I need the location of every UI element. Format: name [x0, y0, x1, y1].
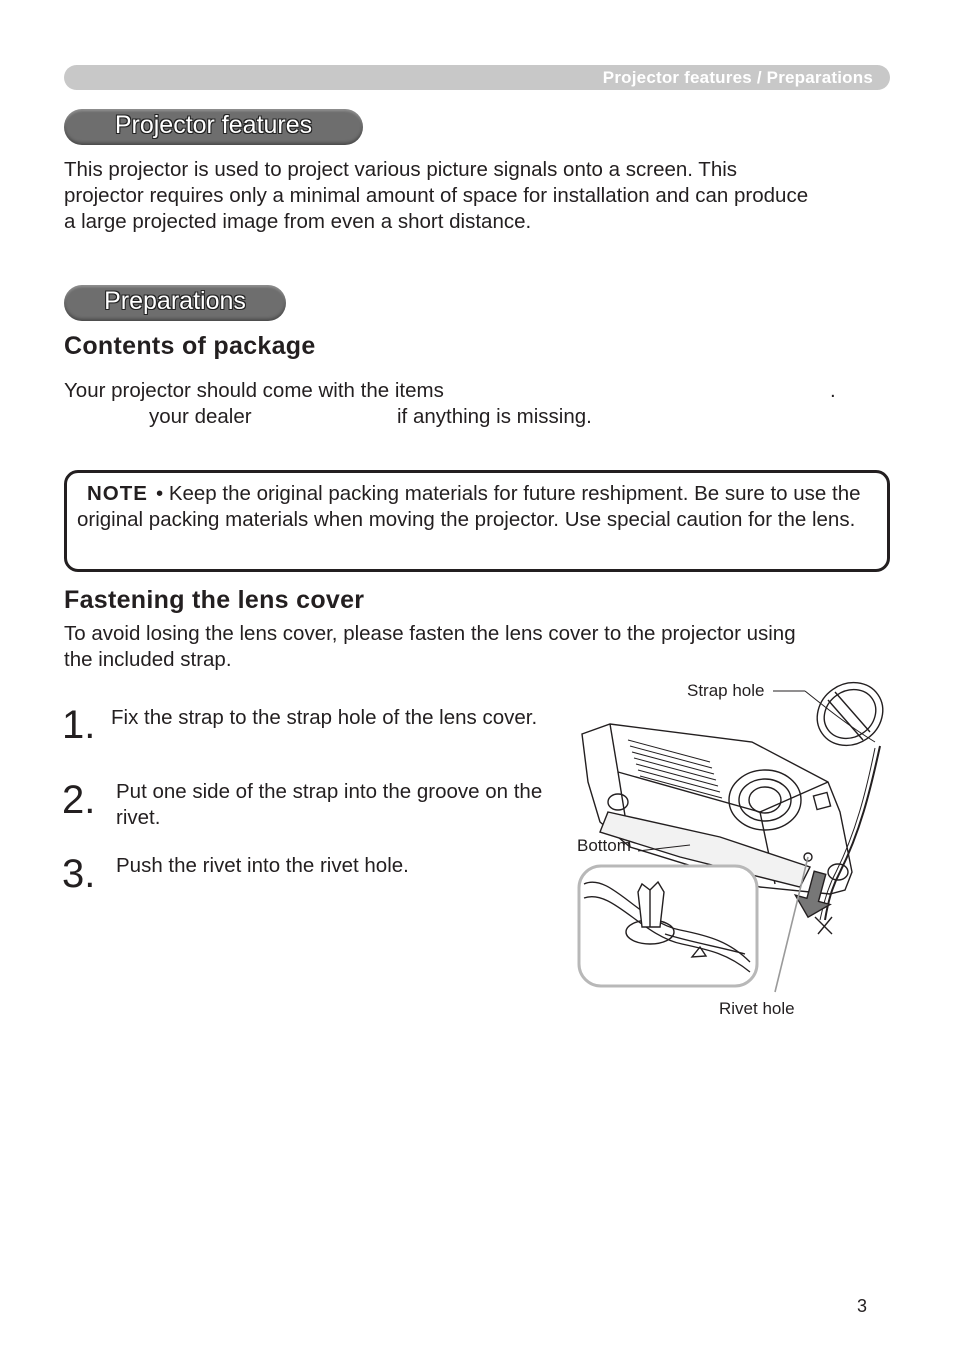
section-title-text: Projector features: [114, 111, 313, 139]
lens-cover-intro-line: To avoid losing the lens cover, please fasten the lens cover to the projector using: [64, 622, 796, 645]
contents-line2-a: your dealer: [149, 405, 252, 428]
note-text: [77, 481, 877, 533]
note-label: NOTE: [87, 482, 148, 505]
bottom-label: Bottom: [577, 836, 631, 855]
features-paragraph: [64, 157, 808, 235]
section-title-projector-features: [64, 109, 363, 145]
lens-cover-intro-line: the included strap.: [64, 648, 232, 671]
step-text: Fix the strap to the strap hole of the lens cover.: [111, 706, 538, 729]
step-number: 3.: [62, 852, 96, 896]
lens-cover-heading: Fastening the lens cover: [64, 586, 365, 614]
step-text: Put one side of the strap into the groove on the rivet.: [116, 780, 543, 829]
contents-line1-end: .: [830, 379, 836, 402]
features-line: projector requires only a minimal amount of space for installation and can produce: [64, 184, 809, 207]
note-body: • Keep the original packing materials for future reshipment. Be sure to use the original packing materials when moving the projector. Use special caution for the lens.: [77, 482, 861, 531]
header-bar: [64, 65, 890, 90]
contents-paragraph: [64, 378, 884, 430]
section-title-text: Preparations: [104, 287, 246, 315]
note-box: [64, 470, 890, 572]
step-number: 1.: [62, 703, 96, 747]
section-title-preparations: [64, 285, 286, 321]
strap-hole-label: Strap hole: [687, 681, 765, 700]
contents-line2-b: if anything is missing.: [397, 405, 592, 428]
contents-heading: Contents of package: [64, 332, 316, 360]
features-line: a large projected image from even a short distance.: [64, 210, 532, 233]
step-number: 2.: [62, 778, 96, 822]
step-text: Push the rivet into the rivet hole.: [116, 854, 409, 877]
breadcrumb: Projector features / Preparations: [602, 68, 873, 87]
rivet-hole-label: Rivet hole: [719, 999, 795, 1018]
contents-line1: Your projector should come with the items: [64, 379, 444, 402]
features-line: This projector is used to project various picture signals onto a screen. This: [64, 158, 738, 181]
lens-cover-intro: [64, 621, 796, 673]
page-number: 3: [857, 1296, 868, 1316]
